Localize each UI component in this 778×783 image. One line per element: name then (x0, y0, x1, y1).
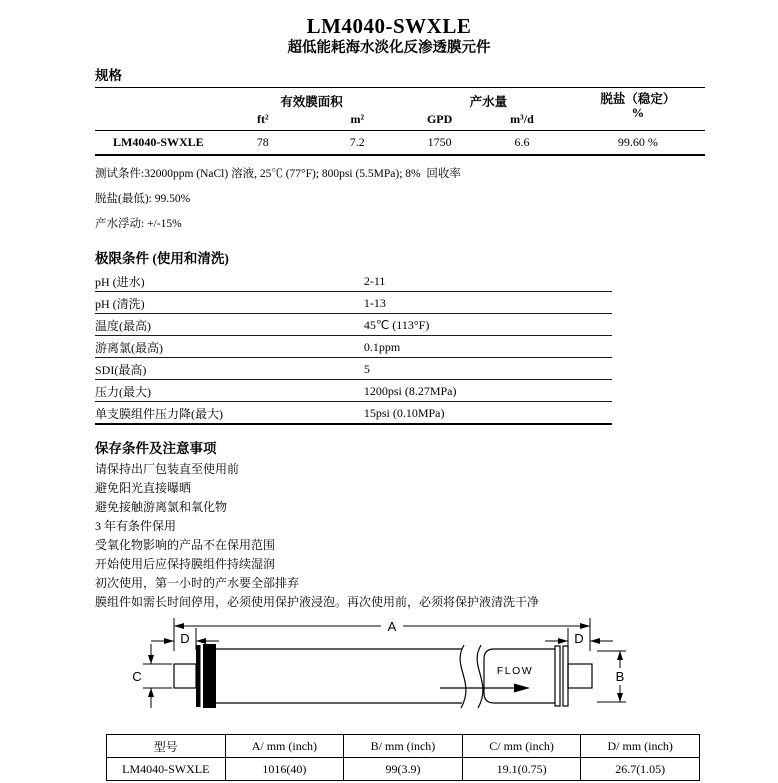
limits-row (95, 314, 612, 336)
spec-group-area: 有效膜面积 (280, 95, 343, 109)
rejection-title: 脱盐（稳定） (600, 92, 676, 106)
limits-table (95, 270, 612, 425)
min-rejection-line: 脱盐(最低): 99.50% (95, 193, 191, 205)
limit-label: pH (进水) (95, 270, 364, 292)
spec-rejection-value: 99.60 % (571, 131, 705, 156)
limits-row (95, 380, 612, 402)
dim-label-c: C (132, 669, 142, 684)
end-cap-left (203, 644, 216, 708)
limit-label: 压力(最大) (95, 380, 364, 402)
dimensions-table (106, 734, 700, 781)
spec-area-ft2: 78 (217, 131, 309, 156)
section-heading-storage: 保存条件及注意事项 (95, 441, 217, 456)
dimension-a (174, 618, 590, 651)
limit-label: 温度(最高) (95, 314, 364, 336)
limits-row (95, 270, 612, 292)
spec-spacer (95, 110, 217, 131)
dim-label-b: B (615, 669, 625, 684)
limits-row (95, 402, 612, 425)
limit-value: 2-11 (364, 270, 612, 292)
permeate-tube-right (568, 664, 592, 688)
rejection-unit: % (631, 106, 645, 120)
spec-flow-m3d: 6.6 (473, 131, 571, 156)
dims-c-value: 19.1(0.75) (462, 758, 581, 781)
spec-col-m2: m² (309, 110, 407, 131)
dims-b-value: 99(3.9) (344, 758, 463, 781)
storage-note: 受氧化物影响的产品不在保用范围 (95, 538, 276, 552)
dims-header-model: 型号 (107, 735, 226, 758)
spec-col-gpd: GPD (406, 110, 473, 131)
dimensions-data-row (107, 758, 700, 781)
spec-group-rejection (571, 88, 705, 131)
spec-area-m2: 7.2 (309, 131, 407, 156)
storage-note: 膜组件如需长时间停用，必须使用保护液浸泡。再次使用前，必须将保护液清洗干净 (95, 595, 540, 609)
flow-label: FLOW (496, 665, 534, 677)
element-dimension-diagram (95, 613, 705, 727)
limit-label: 单支膜组件压力降(最大) (95, 402, 364, 425)
spec-table (95, 87, 705, 156)
limit-value: 1200psi (8.27MPa) (364, 380, 612, 402)
break-symbol (460, 645, 466, 708)
limit-value: 45℃ (113°F) (364, 314, 612, 336)
storage-note: 请保持出厂包装直至使用前 (95, 462, 240, 476)
dim-label-d-right: D (574, 631, 584, 646)
dim-label-a: A (387, 619, 397, 634)
storage-note: 初次使用，第一小时的产水要全部排弃 (95, 576, 300, 590)
limit-value: 15psi (0.10MPa) (364, 402, 612, 425)
spec-col-ft2: ft² (217, 110, 309, 131)
flow-arrow (440, 665, 533, 693)
dims-header-a: A/ mm (inch) (225, 735, 344, 758)
page-title: LM4040-SWXLE (306, 14, 472, 38)
storage-notes (95, 460, 705, 612)
dimension-b (597, 651, 626, 702)
permeate-tube-left (174, 664, 196, 688)
section-heading-limits: 极限条件 (使用和清洗) (95, 251, 229, 266)
dims-a-value: 1016(40) (225, 758, 344, 781)
test-conditions (95, 162, 705, 237)
end-ring-right (563, 646, 568, 706)
storage-note: 3 年有条件保用 (95, 519, 177, 533)
dims-header-d: D/ mm (inch) (581, 735, 700, 758)
storage-note: 避免阳光直接曝晒 (95, 481, 192, 495)
spec-group-flow: 产水量 (469, 95, 508, 109)
storage-note: 开始使用后应保持膜组件持续湿润 (95, 557, 276, 571)
spec-flow-gpd: 1750 (406, 131, 473, 156)
dimensions-header-row (107, 735, 700, 758)
end-ring-right (555, 646, 560, 706)
page-subtitle: 超低能耗海水淡化反渗透膜元件 (287, 40, 491, 56)
dim-label-d-left: D (180, 631, 190, 646)
dims-header-b: B/ mm (inch) (344, 735, 463, 758)
limit-label: 游离氯(最高) (95, 336, 364, 358)
test-condition-line: 测试条件:32000ppm (NaCl) 溶液, 25℃ (77°F); 800psi (5.5MPa); 8% 回收率 (95, 168, 461, 180)
dims-d-value: 26.7(1.05) (581, 758, 700, 781)
limits-row (95, 336, 612, 358)
break-symbol (477, 645, 483, 708)
limits-row (95, 292, 612, 314)
spec-model: LM4040-SWXLE (95, 131, 217, 156)
end-cap-left (196, 645, 201, 707)
spec-col-m3d: m³/d (473, 110, 571, 131)
limits-row (95, 358, 612, 380)
dims-header-c: C/ mm (inch) (462, 735, 581, 758)
limit-value: 0.1ppm (364, 336, 612, 358)
flow-tolerance-line: 产水浮动: +/-15% (95, 218, 182, 230)
storage-note: 避免接触游离氯和氧化物 (95, 500, 228, 514)
dimension-c (132, 644, 172, 708)
limit-label: SDI(最高) (95, 358, 364, 380)
limit-label: pH (清洗) (95, 292, 364, 314)
section-heading-specs: 规格 (95, 68, 122, 83)
limit-value: 5 (364, 358, 612, 380)
spec-spacer (95, 88, 217, 111)
spec-data-row (95, 131, 705, 156)
limit-value: 1-13 (364, 292, 612, 314)
dims-model: LM4040-SWXLE (107, 758, 226, 781)
